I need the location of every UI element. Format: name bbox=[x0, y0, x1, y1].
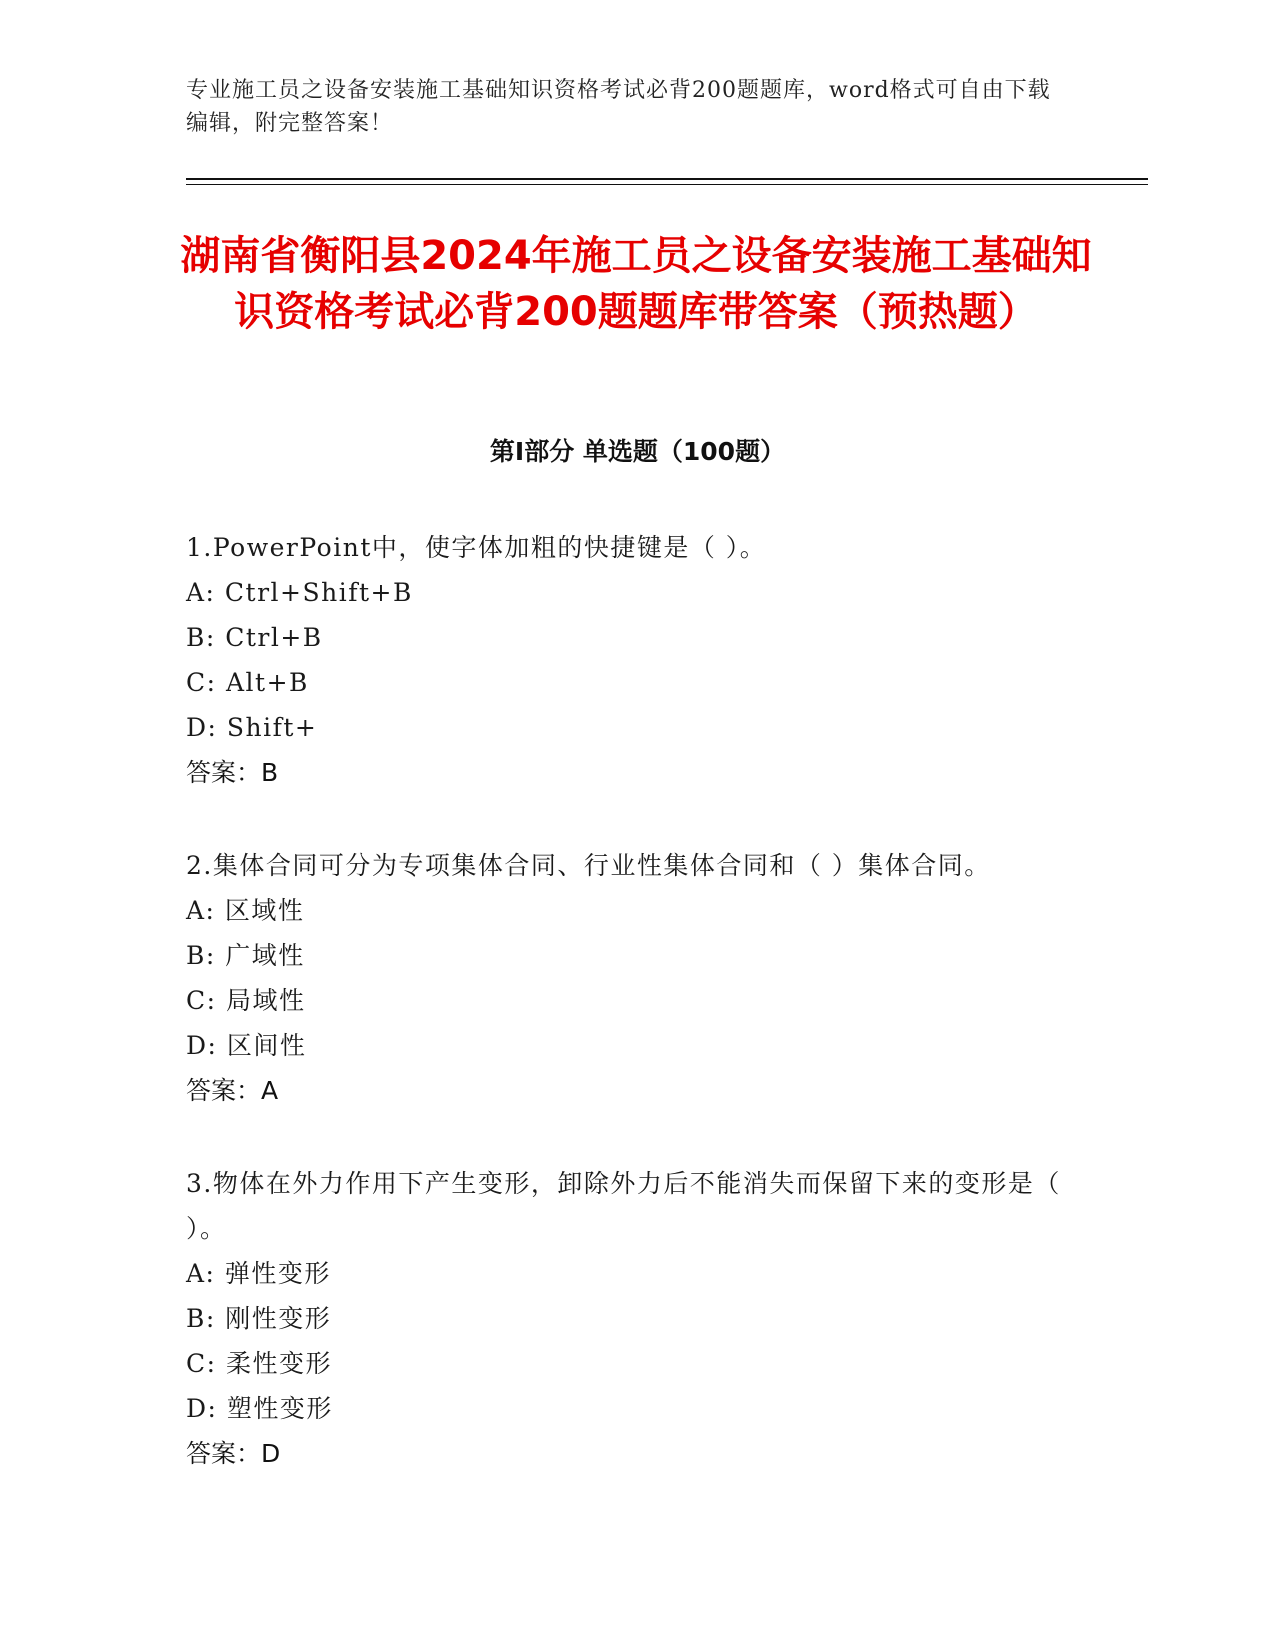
answer-label: 答案：B bbox=[186, 758, 279, 787]
option-c: C: 局域性 bbox=[186, 986, 306, 1015]
option-c: C: 柔性变形 bbox=[186, 1349, 332, 1378]
option-d: D: Shift+ bbox=[186, 713, 318, 742]
section-heading: 第Ⅰ部分 单选题（100题） bbox=[489, 437, 786, 466]
document-title: 湖南省衡阳县2024年施工员之设备安装施工基础知识资格考试必背200题题库带答案（预热题） bbox=[180, 233, 1092, 335]
question-item-3 bbox=[186, 1161, 1066, 1476]
option-a: A: 弹性变形 bbox=[186, 1259, 331, 1288]
option-d: D: 区间性 bbox=[186, 1031, 307, 1060]
option-a: A: Ctrl+Shift+B bbox=[186, 578, 413, 607]
header-note: 专业施工员之设备安装施工基础知识资格考试必背200题题库，word格式可自由下载编辑，附完整答案！ bbox=[186, 78, 1051, 136]
question-stem: 1.PowerPoint中，使字体加粗的快捷键是（ ）。 bbox=[186, 533, 767, 562]
question-stem: 3.物体在外力作用下产生变形，卸除外力后不能消失而保留下来的变形是（ ）。 bbox=[186, 1169, 1061, 1243]
answer-label: 答案：D bbox=[186, 1439, 281, 1468]
question-list bbox=[186, 525, 1066, 1524]
question-item-2 bbox=[186, 843, 1066, 1113]
header-divider-thick bbox=[186, 178, 1148, 180]
answer-label: 答案：A bbox=[186, 1076, 279, 1105]
option-d: D: 塑性变形 bbox=[186, 1394, 333, 1423]
option-b: B: 刚性变形 bbox=[186, 1304, 332, 1333]
option-b: B: 广域性 bbox=[186, 941, 305, 970]
option-c: C: Alt+B bbox=[186, 668, 309, 697]
option-b: B: Ctrl+B bbox=[186, 623, 323, 652]
option-a: A: 区域性 bbox=[186, 896, 305, 925]
question-item-1 bbox=[186, 525, 1066, 795]
header-divider-thin bbox=[186, 184, 1148, 185]
question-stem: 2.集体合同可分为专项集体合同、行业性集体合同和（ ）集体合同。 bbox=[186, 851, 991, 880]
